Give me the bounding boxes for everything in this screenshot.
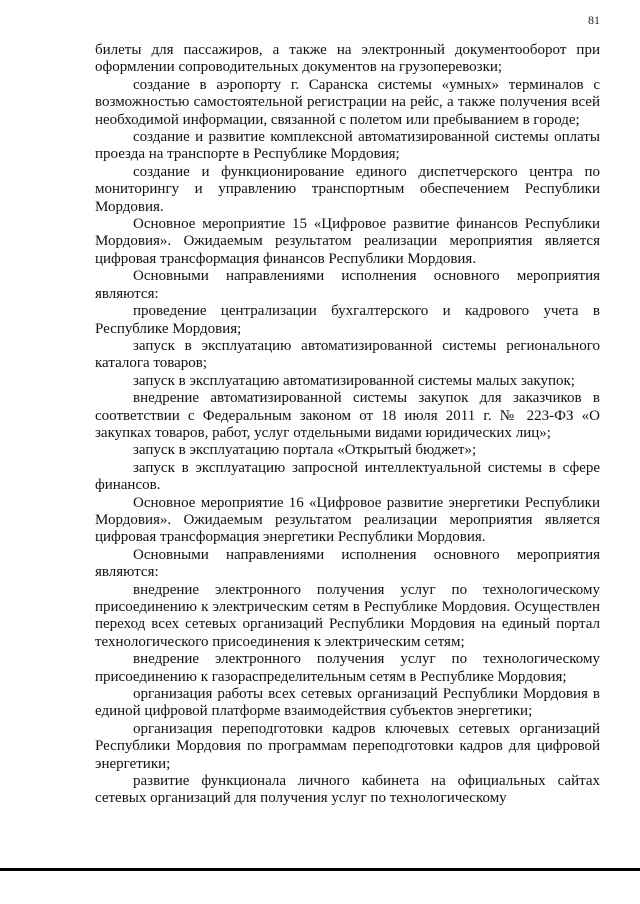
paragraph: Основными направлениями исполнения основного мероприятия являются: — [95, 268, 600, 302]
paragraph: создание и развитие комплексной автоматизированной системы оплаты проезда на транспорте в Республике Мордовия; — [95, 129, 600, 163]
paragraph: создание в аэропорту г. Саранска системы «умных» терминалов с возможностью самостоятельной регистрации на рейс, а также получения всей необходимой информации, связанной с полетом или пребыванием в городе; — [95, 76, 600, 128]
paragraph: запуск в эксплуатацию автоматизированной системы регионального каталога товаров; — [95, 337, 600, 372]
page-bottom-border — [0, 868, 640, 871]
paragraph: запуск в эксплуатацию запросной интеллектуальной системы в сфере финансов. — [95, 459, 600, 494]
paragraph: Основное мероприятие 15 «Цифровое развитие финансов Республики Мордовия». Ожидаемым результатом реализации мероприятия является цифровая трансформация финансов Республики Мордовия. — [95, 216, 600, 267]
page-number: 81 — [588, 13, 600, 27]
paragraph: создание и функционирование единого диспетчерского центра по мониторингу и управлению транспортным обеспечением Республики Мордовия. — [95, 163, 600, 215]
paragraph: внедрение электронного получения услуг по технологическому присоединению к газораспределительным сетям в Республике Мордовия; — [95, 651, 600, 685]
paragraph: внедрение автоматизированной системы закупок для заказчиков в соответствии с Федеральным законом от 18 июля 2011 г. № 223-ФЗ «О закупках товаров, работ, услуг отдельными видами юридических лиц»; — [95, 390, 600, 441]
paragraph: внедрение электронного получения услуг по технологическому присоединению к электрическим сетям в Республике Мордовия. Осуществлен переход всех сетевых организаций Республики Мордовия на единый портал технологического присоединения к электрическим сетям; — [95, 581, 600, 650]
paragraph: развитие функционала личного кабинета на официальных сайтах сетевых организаций для получения услуг по технологическому — [95, 773, 600, 807]
paragraph: запуск в эксплуатацию автоматизированной системы малых закупок; — [133, 372, 575, 389]
paragraph: проведение централизации бухгалтерского и кадрового учета в Республике Мордовия; — [95, 303, 600, 337]
document-body — [95, 42, 600, 808]
paragraph: билеты для пассажиров, а также на электронный документооборот при оформлении сопроводительных документов на грузоперевозки; — [95, 42, 600, 76]
paragraph: Основное мероприятие 16 «Цифровое развитие энергетики Республики Мордовия». Ожидаемым результатом реализации мероприятия является цифровая трансформация энергетики Республики Мордовия. — [95, 494, 600, 546]
paragraph: Основными направлениями исполнения основного мероприятия являются: — [95, 546, 600, 581]
paragraph: запуск в эксплуатацию портала «Открытый бюджет»; — [133, 442, 477, 459]
paragraph: организация переподготовки кадров ключевых сетевых организаций Республики Мордовия по программам переподготовки кадров для цифровой энергетики; — [95, 720, 600, 772]
paragraph: организация работы всех сетевых организаций Республики Мордовия в единой цифровой платформе взаимодействия субъектов энергетики; — [95, 686, 600, 720]
